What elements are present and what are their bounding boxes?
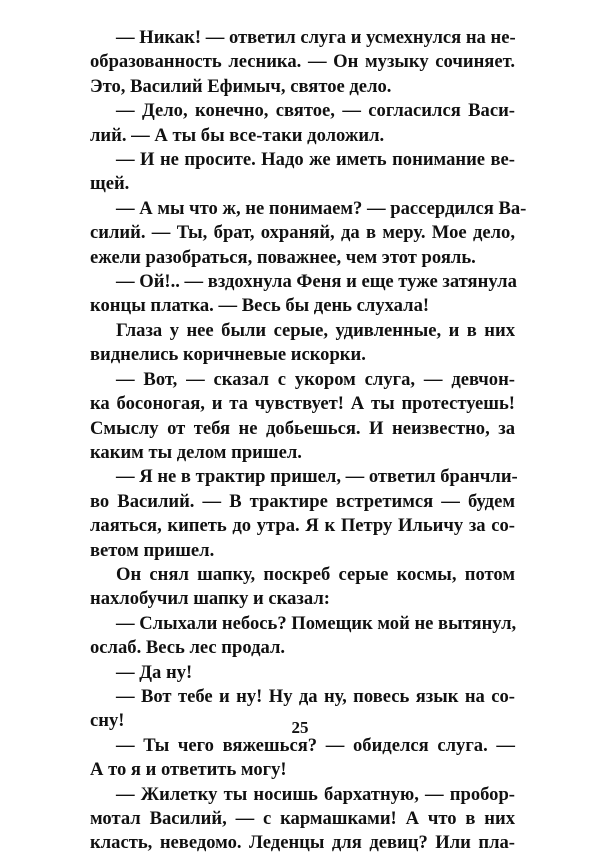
text-line: ежели разобраться, поважнее, чем этот рояль.: [90, 246, 476, 268]
text-line: — Да ну!: [116, 661, 193, 683]
text-line: ка босоногая, и та чувствует! А ты протестуешь!: [90, 393, 515, 415]
text-line: А то я и ответить могу!: [90, 759, 287, 781]
text-line: образованность лесника. — Он музыку сочиняет.: [90, 51, 515, 73]
text-line: — Жилетку ты носишь бархатную, — пробор-: [116, 783, 515, 805]
text-line: концы платка. — Весь бы день слухала!: [90, 295, 430, 317]
text-line: — Никак! — ответил слуга и усмехнулся на не-: [116, 27, 516, 48]
text-line: во Василий. — В трактире встретимся — будем: [90, 490, 515, 512]
text-line: сну!: [90, 710, 125, 732]
text-line: щей.: [90, 173, 130, 195]
text-line: каким ты делом пришел.: [90, 441, 302, 463]
text-line: — Ты чего вяжешься? — обиделся слуга. —: [116, 734, 515, 756]
text-line: виднелись коричневые искорки.: [90, 344, 366, 366]
text-line: класть, неведомо. Леденцы для девиц? Или пла-: [90, 832, 515, 854]
page-number: 25: [291, 718, 309, 737]
text-line: — Ой!.. — вздохнула Феня и еще туже затянула: [116, 271, 517, 293]
text-line: Глаза у нее были серые, удивленные, и в них: [116, 319, 515, 341]
text-line: — Я не в трактир пришел, — ответил бранчли-: [116, 466, 518, 488]
text-line: — Дело, конечно, святое, — согласился Васи-: [116, 100, 515, 122]
text-line: — И не просите. Надо же иметь понимание ве-: [116, 149, 515, 171]
text-line: Он снял шапку, поскреб серые космы, потом: [116, 563, 515, 585]
text-line: лаяться, кипеть до утра. Я к Петру Ильичу за со-: [90, 515, 515, 537]
text-line: силий. — Ты, брат, охраняй, да в меру. Мое дело,: [90, 222, 515, 244]
text-line: — А мы что ж, не понимаем? — рассердился Ва-: [116, 197, 527, 219]
text-line: ослаб. Весь лес продал.: [90, 637, 286, 659]
text-line: мотал Василий, — с кармашками! А что в них: [90, 808, 515, 829]
text-line: Это, Василий Ефимыч, святое дело.: [90, 75, 392, 97]
text-line: — Слыхали небось? Помещик мой не вытянул,: [116, 612, 517, 634]
text-line: — Вот, — сказал с укором слуга, — девчон-: [116, 368, 515, 390]
text-line: — Вот тебе и ну! Ну да ну, повесь язык на со-: [116, 685, 515, 707]
text-line: нахлобучил шапку и сказал:: [90, 588, 330, 610]
text-line: лий. — А ты бы все-таки доложил.: [90, 124, 385, 146]
text-line: ветом пришел.: [90, 539, 215, 561]
text-line: Смыслу от тебя не добьешься. И неизвестно, за: [90, 417, 515, 439]
